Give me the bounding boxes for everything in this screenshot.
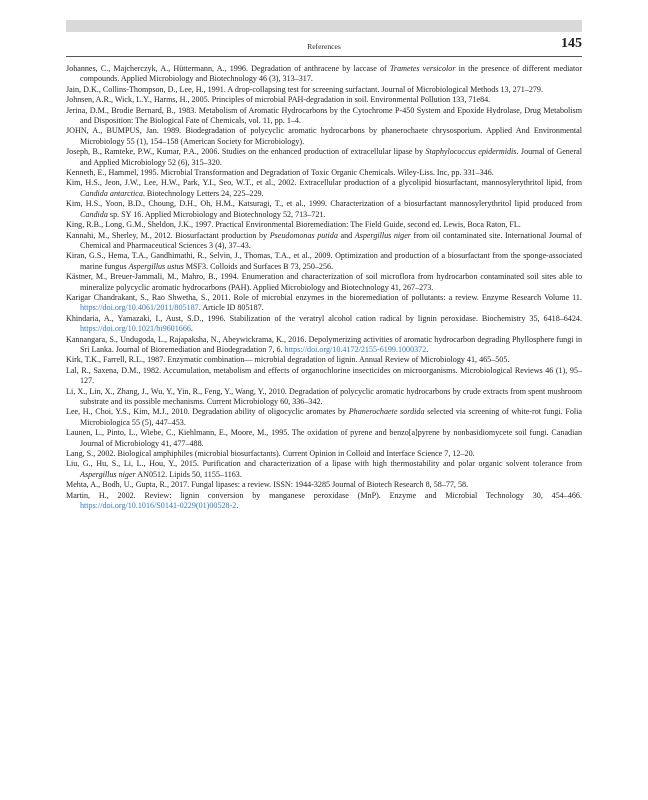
reference-text: Karigar Chandrakant, S., Rao Shwetha, S., 2011. Role of microbial enzymes in the bioremediation of pollutants: a review. Enzyme Research Volume 11. <box>66 292 582 302</box>
reference-entry <box>66 199 582 220</box>
reference-entry <box>66 459 582 480</box>
reference-text: Mehta, A., Bodh, U., Gupta, R., 2017. Fungal lipases: a review. ISSN: 1944-3285 Journal of Biotech Research 8, 58–77, 58. <box>66 480 469 490</box>
reference-entry <box>66 491 582 512</box>
reference-text: Lee, H., Choi, Y.S., Kim, M.J., 2010. Degradation ability of oligocyclic aromates by <box>66 407 349 417</box>
reference-text: Khindaria, A., Yamazaki, I., Aust, S.D., 1996. Stabilization of the veratryl alcohol cation radical by lignin peroxidase. Biochemistry 35, 6418–6424. <box>66 313 582 323</box>
reference-text: . Journal of General and Applied Microbiology 52 (6), 315–320. <box>80 147 582 167</box>
reference-text: Johannes, C., Majcherczyk, A., Hüttermann, A., 1996. Degradation of anthracene by laccase of <box>66 64 390 73</box>
reference-entry <box>66 178 582 199</box>
reference-entry <box>66 220 582 230</box>
reference-entry <box>66 231 582 252</box>
reference-entry <box>66 251 582 272</box>
reference-entry <box>66 314 582 335</box>
doi-link[interactable]: https://doi.org/10.4061/2011/805187 <box>80 303 199 313</box>
species-name: Aspergillus niger <box>354 230 411 240</box>
reference-entry <box>66 449 582 459</box>
reference-text: . <box>190 324 193 334</box>
reference-text: . <box>236 501 239 511</box>
reference-text: Kim, H.S., Jeon, J.W., Lee, H.W., Park, Y.I., Seo, W.T., et al., 2002. Extracellular production of a glycolipid biosurfactant, mannosylerythritol lipid, from <box>66 178 582 188</box>
reference-entry <box>66 126 582 147</box>
doi-link[interactable]: https://doi.org/10.1016/S0141-0229(01)00528-2 <box>80 501 237 511</box>
reference-text: MSF3. Colloids and Surfaces B 73, 250–256. <box>183 261 334 271</box>
species-name: Aspergillus ustus <box>128 261 184 271</box>
reference-text: . Article ID 805187. <box>198 303 264 313</box>
header-bar <box>66 20 582 32</box>
running-head <box>66 36 582 57</box>
species-name: Candida <box>80 209 108 219</box>
reference-text: Kästner, M., Breuer-Jammali, M., Mahro, B., 1994. Enumeration and characterization of soil microflora from hydrocarbon contaminated soil sites able to mineralize polycyclic aromatic hydrocarbons (PAH). Applied Microbiology and Biotechnology 41, 267–273. <box>66 272 582 292</box>
reference-entry <box>66 387 582 408</box>
reference-entry <box>66 168 582 178</box>
reference-entry <box>66 355 582 365</box>
section-title: References <box>307 42 341 51</box>
reference-entry <box>66 480 582 490</box>
reference-text: Jerina, D.M., Brodie Bernard, B., 1983. Metabolism of Aromatic Hydrocarbons by the Cytochrome P-450 System and Epoxide Hydrolase, Drug Metabolism and Disposition: The Biological Fate of Chemicals, vol. 11, pp. 1–4. <box>66 105 582 126</box>
reference-text: JOHN, A., BUMPUS, Jan. 1989. Biodegradation of polycyclic aromatic hydrocarbons by phanerochaete chrysosporium. Applied And Environmental Microbiology 55 (1), 154–158 (American Society for Microbiology). <box>66 126 582 146</box>
reference-text: Lal, R., Saxena, D.M., 1982. Accumulation, metabolism and effects of organochlorine insecticides on microorganisms. Microbiological Reviews 46 (1), 95–127. <box>66 365 582 386</box>
reference-text: Kiran, G.S., Hema, T.A., Gandhimathi, R., Selvin, J., Thomas, T.A., et al., 2009. Optimization and production of a biosurfactant from the sponge-associated marine fungus <box>66 251 582 271</box>
reference-entry <box>66 272 582 293</box>
reference-text: sp. SY 16. Applied Microbiology and Biotechnology 52, 713–721. <box>107 209 326 219</box>
reference-text: Martin, H., 2002. Review: lignin conversion by manganese peroxidase (MnP). Enzyme and Microbial Technology 30, 454–466. <box>66 490 582 500</box>
reference-text: Kannangara, S., Undugoda, L., Rajapaksha, N., Abeywickrama, K., 2016. Depolymerizing activities of aromatic hydrocarbon degrading Phyllosphere fungi in Sri Lanka. Journal of Bioremediation and Biodegradation 7, 6. <box>66 334 582 354</box>
reference-text: and <box>337 230 355 240</box>
species-name: Candida antarctica <box>80 188 143 198</box>
reference-text: Joseph, B., Ramteke, P.W., Kumar, P.A., 2006. Studies on the enhanced production of extracellular lipase by <box>66 147 426 157</box>
species-name: Trametes versicolor <box>389 64 456 73</box>
reference-entry <box>66 106 582 127</box>
reference-entry <box>66 85 582 95</box>
reference-entry <box>66 428 582 449</box>
reference-entry <box>66 293 582 314</box>
reference-text: Johnsen, A.R., Wick, L.Y., Harms, H., 2005. Principles of microbial PAH-degradation in soil. Environmental Pollution 133, 71e84. <box>66 95 491 105</box>
reference-text: Liu, G., Hu, S., Li, L., Hou, Y., 2015. Purification and characterization of a lipase with high thermostability and polar organic solvent tolerance from <box>66 459 582 469</box>
page-number: 145 <box>561 36 582 51</box>
reference-text: Kannahi, M., Sherley, M., 2012. Biosurfactant production by <box>66 230 270 240</box>
reference-entry <box>66 366 582 387</box>
reference-text: AN0512. Lipids 50, 1155–1163. <box>135 469 242 479</box>
reference-text: from oil contaminated site. International Journal of Chemical and Pharmaceutical Sciences 3 (4), 37–43. <box>80 230 583 250</box>
reference-text: Lang, S., 2002. Biological amphiphiles (microbial biosurfactants). Current Opinion in Colloid and Interface Science 7, 12–20. <box>66 449 475 459</box>
reference-text: Kirk, T.K., Farrell, R.L., 1987. Enzymatic combination— microbial degradation of lignin. Annual Review of Microbiology 41, 465–505. <box>66 355 510 365</box>
reference-text: Launen, L., Pinto, L., Wiebe, C., Kiehlmann, E., Moore, M., 1995. The oxidation of pyrene and benzo[a]pyrene by nonbasidiomycete soil fungi. Canadian Journal of Microbiology 41, 477–488. <box>66 428 582 448</box>
reference-text: in the presence of different mediator compounds. Applied Microbiology and Biotechnology 46 (3), 313–317. <box>80 64 583 84</box>
species-name: Staphylococcus epidermidis <box>425 147 517 157</box>
doi-link[interactable]: https://doi.org/10.1021/bi9601666 <box>80 324 191 334</box>
reference-entry <box>66 335 582 356</box>
species-name: Phanerochaete sordida <box>348 407 425 417</box>
species-name: Pseudomonas putida <box>269 230 338 240</box>
reference-list <box>66 64 582 511</box>
reference-entry <box>66 147 582 168</box>
reference-text: Jain, D.K., Collins-Thompson, D., Lee, H., 1991. A drop-collapsing test for screening surfactant. Journal of Microbiological Methods 13, 271–279. <box>66 84 544 94</box>
reference-entry <box>66 407 582 428</box>
reference-text: Kim, H.S., Yoon, B.D., Choung, D.H., Oh, H.M., Katsuragi, T., et al., 1999. Characterization of a biosurfactant mannosylerythritol lipid produced from <box>66 199 582 209</box>
reference-text: . Biotechnology Letters 24, 225–229. <box>142 188 264 198</box>
species-name: Aspergillus niger <box>80 469 136 479</box>
reference-text: . <box>426 344 429 354</box>
reference-entry <box>66 64 582 85</box>
reference-entry <box>66 95 582 105</box>
doi-link[interactable]: https://doi.org/10.4172/2155-6199.1000372 <box>284 344 427 354</box>
reference-text: King, R.B., Long, G.M., Sheldon, J.K., 1997. Practical Environmental Bioremediation: The Field Guide, second ed. Lewis, Boca Raton, FL. <box>66 220 521 230</box>
reference-text: Li, X., Lin, X., Zhang, J., Wu, Y., Yin, R., Feng, Y., Wang, Y., 2010. Degradation of polycyclic aromatic hydrocarbons by crude extracts from spent mushroom substrate and its possible mechanisms. Current Microbiology 60, 336–342. <box>66 386 582 406</box>
reference-text: Kenneth, E., Hammel, 1995. Microbial Transformation and Degradation of Toxic Organic Chemicals. Wiley-Liss. Inc, pp. 331–346. <box>66 168 494 178</box>
reference-text: selected via screening of white-rot fungi. Folia Microbiologica 55 (5), 447–453. <box>80 407 582 427</box>
